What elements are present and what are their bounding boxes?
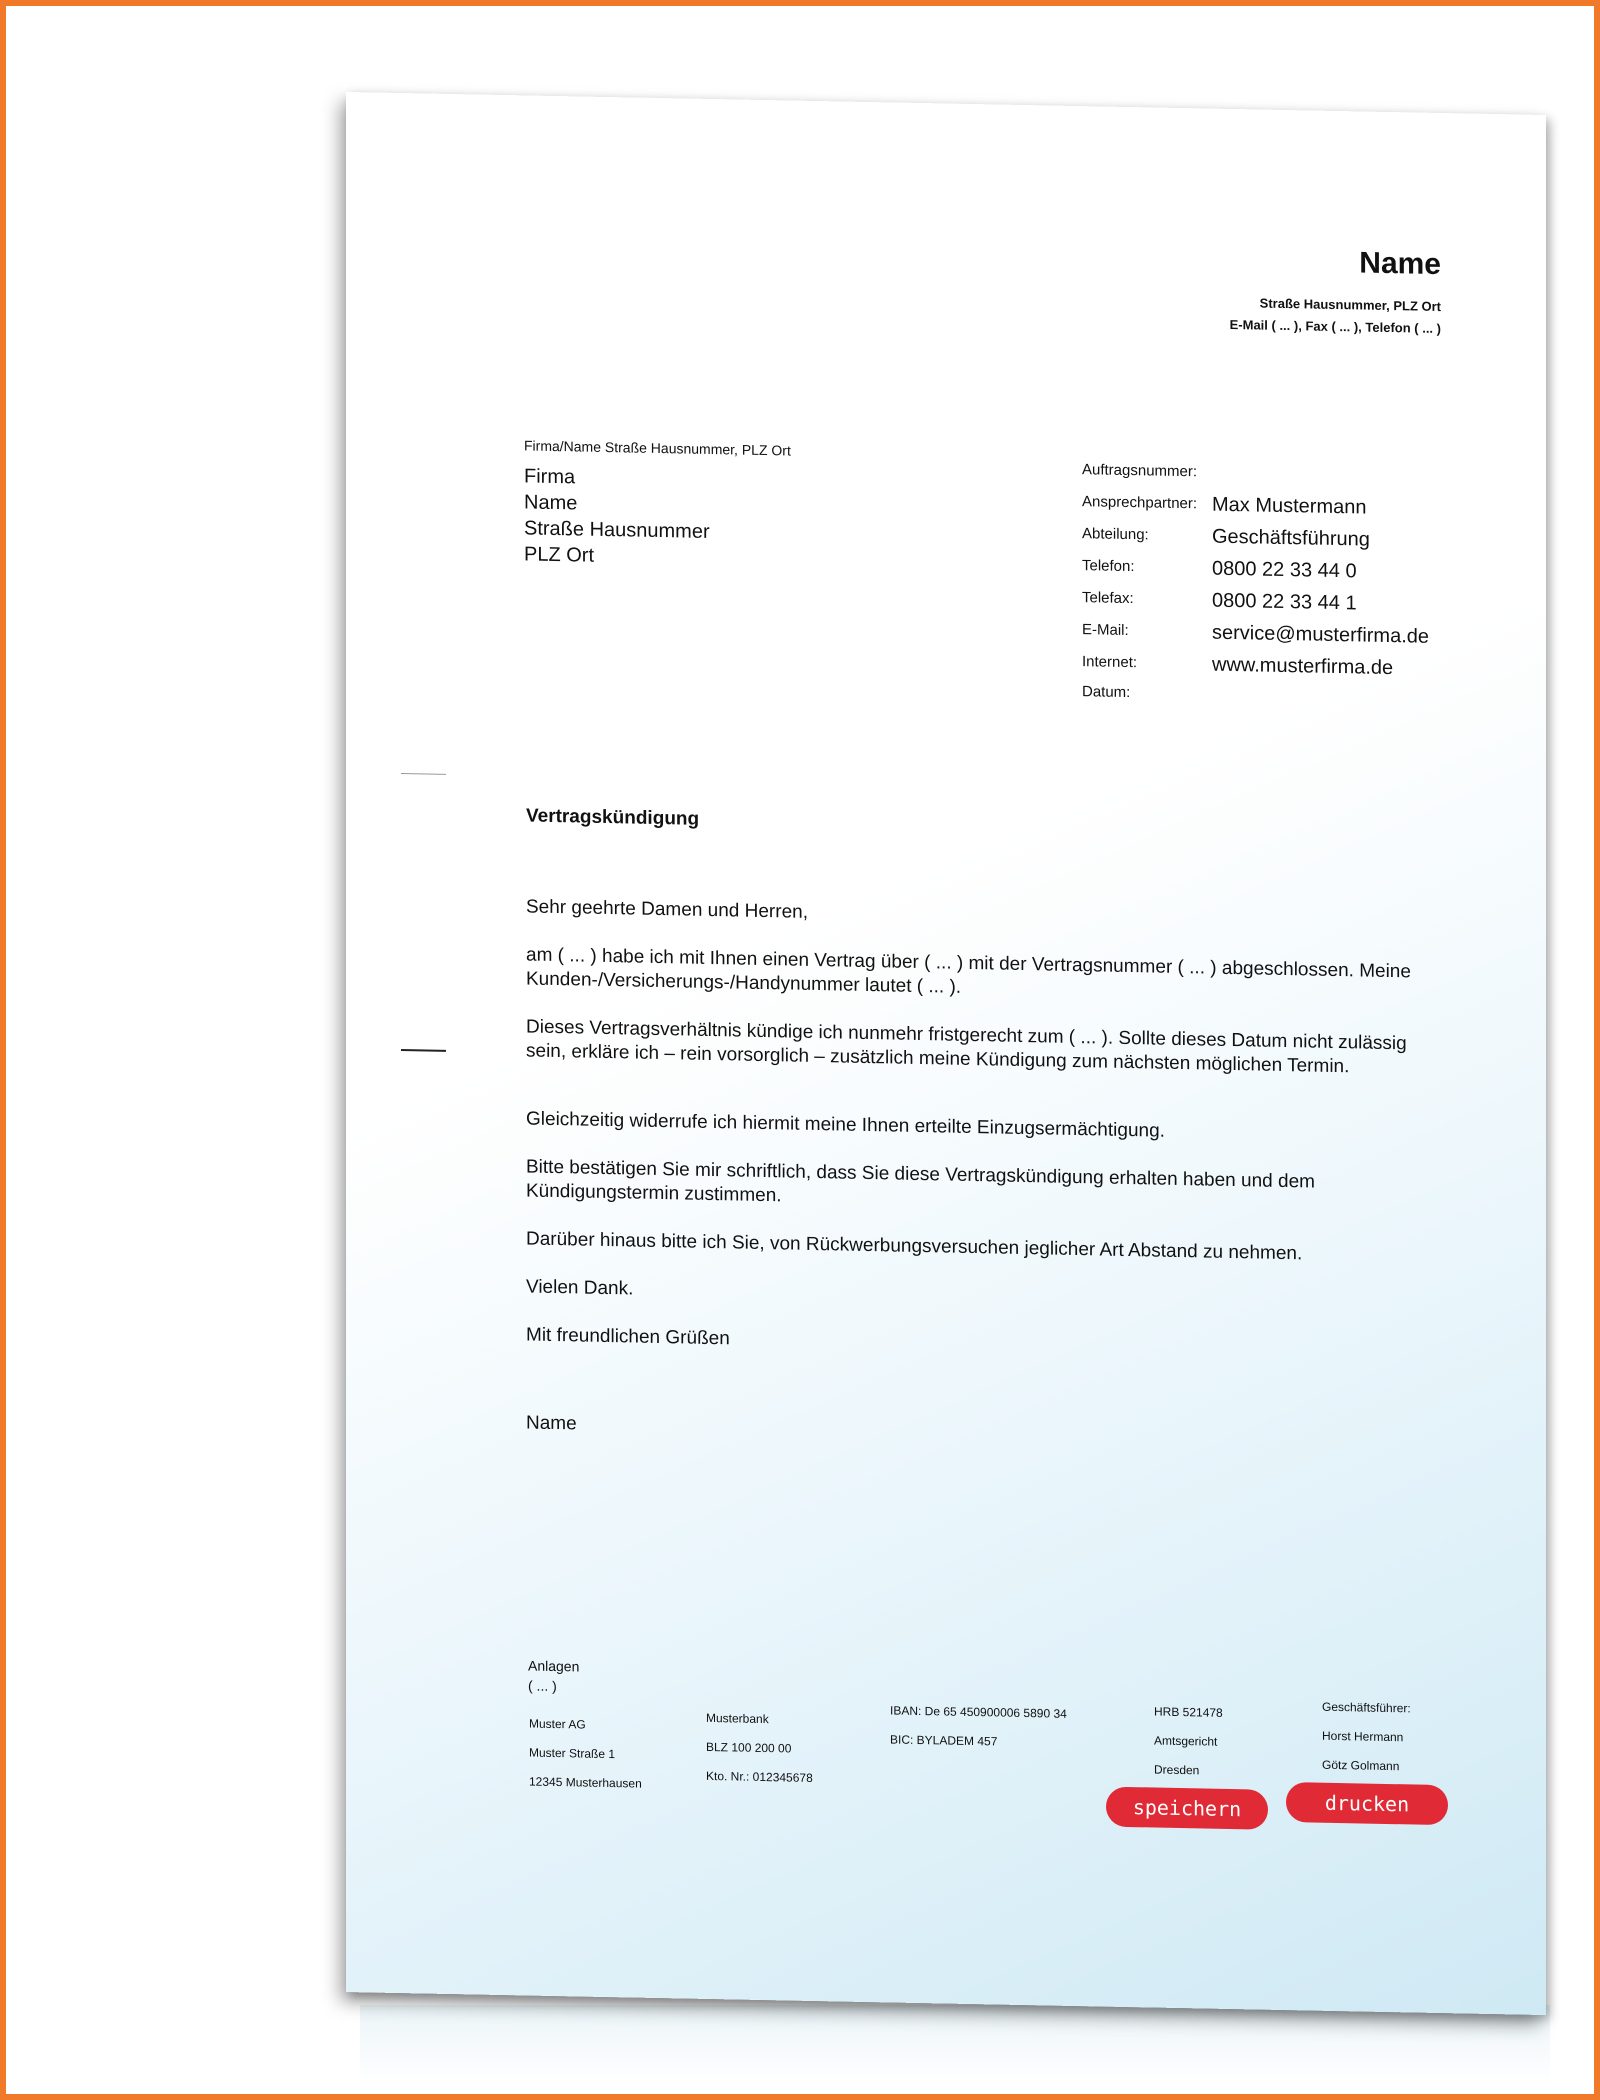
letter-page (346, 92, 1546, 2015)
page-reflection (360, 2005, 1550, 2085)
letter-paragraph: Gleichzeitig widerrufe ich hiermit meine Ihnen erteilte Einzugsermächtigung. (526, 1108, 1165, 1142)
fold-mark (401, 773, 446, 775)
letter-subject: Vertragskündigung (526, 805, 700, 830)
letter-closing: Mit freundlichen Grüßen (526, 1324, 730, 1350)
footer-bank-code: BLZ 100 200 00 (706, 1739, 792, 1756)
info-value: Max Mustermann (1212, 493, 1367, 519)
info-label: E-Mail: (1082, 621, 1129, 640)
letter-paragraph: Darüber hinaus bitte ich Sie, von Rückwerbungsversuchen jeglicher Art Abstand zu nehmen. (526, 1228, 1303, 1265)
footer-iban-number: IBAN: De 65 450900006 5890 34 (890, 1703, 1067, 1721)
footer-company (529, 1710, 642, 1799)
info-label: Abteilung: (1082, 525, 1149, 544)
info-label: Internet: (1082, 653, 1138, 672)
header-contact: E-Mail ( ... ), Fax ( ... ), Telefon ( ... ) (1229, 316, 1441, 337)
print-button[interactable]: drucken (1286, 1782, 1448, 1825)
footer-court: Amtsgericht (1154, 1733, 1218, 1749)
punch-mark (401, 1049, 446, 1052)
info-value: www.musterfirma.de (1212, 653, 1394, 680)
letter-paragraph: am ( ... ) habe ich mit Ihnen einen Vertrag über ( ... ) mit der Vertragsnummer ( ... ) abgeschlossen. Meine Kunden-/Versicherungs-/Handynummer lautet ( ... ). (526, 944, 1411, 998)
footer-register (1154, 1698, 1223, 1786)
footer-company-city: 12345 Musterhausen (529, 1774, 642, 1791)
footer-bank-name: Musterbank (706, 1710, 769, 1727)
attachments-label: Anlagen (528, 1657, 580, 1675)
footer-company-street: Muster Straße 1 (529, 1745, 616, 1762)
letter-paragraph: Dieses Vertragsverhältnis kündige ich nunmehr fristgerecht zum ( ... ). Sollte dieses Datum nicht zulässig sein, erkläre ich – rein vorsorglich – zusätzlich meine Kündigung zum nächsten möglichen Termin. (526, 1016, 1407, 1078)
info-label: Ansprechpartner: (1082, 493, 1198, 513)
attachments (528, 1655, 579, 1696)
footer-account-number: Kto. Nr.: 012345678 (706, 1768, 813, 1785)
recipient-name: Name (524, 491, 578, 515)
footer-management (1322, 1693, 1411, 1782)
header-address: Straße Hausnummer, PLZ Ort (1259, 295, 1441, 315)
attachments-value: ( ... ) (528, 1677, 557, 1695)
footer-manager: Horst Hermann (1322, 1728, 1404, 1745)
footer-bic: BIC: BYLADEM 457 (890, 1732, 998, 1749)
letter-salutation: Sehr geehrte Damen und Herren, (526, 896, 808, 923)
sender-return-line: Firma/Name Straße Hausnummer, PLZ Ort (524, 437, 791, 459)
info-label: Telefax: (1082, 589, 1134, 608)
letter-thanks: Vielen Dank. (526, 1276, 634, 1300)
info-label: Datum: (1082, 683, 1131, 702)
info-label: Telefon: (1082, 557, 1135, 576)
footer-court-city: Dresden (1154, 1762, 1200, 1778)
recipient-address (524, 463, 710, 571)
info-value: Geschäftsführung (1212, 525, 1370, 551)
letter-signature: Name (526, 1412, 577, 1435)
info-value: 0800 22 33 44 0 (1212, 557, 1357, 583)
footer-iban (890, 1696, 1067, 1757)
header-name: Name (1359, 246, 1441, 282)
footer-company-name: Muster AG (529, 1716, 586, 1732)
info-value: service@musterfirma.de (1212, 621, 1430, 648)
footer-management-label: Geschäftsführer: (1322, 1699, 1411, 1716)
footer-manager: Götz Golmann (1322, 1757, 1400, 1774)
footer-hrb: HRB 521478 (1154, 1704, 1223, 1720)
recipient-company: Firma (524, 465, 576, 489)
save-button[interactable]: speichern (1106, 1787, 1268, 1830)
info-value: 0800 22 33 44 1 (1212, 589, 1357, 615)
recipient-city: PLZ Ort (524, 543, 595, 567)
info-label: Auftragsnummer: (1082, 461, 1198, 481)
recipient-street: Straße Hausnummer (524, 517, 710, 543)
footer-bank (706, 1704, 813, 1793)
letter-paragraph: Bitte bestätigen Sie mir schriftlich, dass Sie diese Vertragskündigung erhalten haben und dem Kündigungstermin zustimmen. (526, 1156, 1315, 1207)
